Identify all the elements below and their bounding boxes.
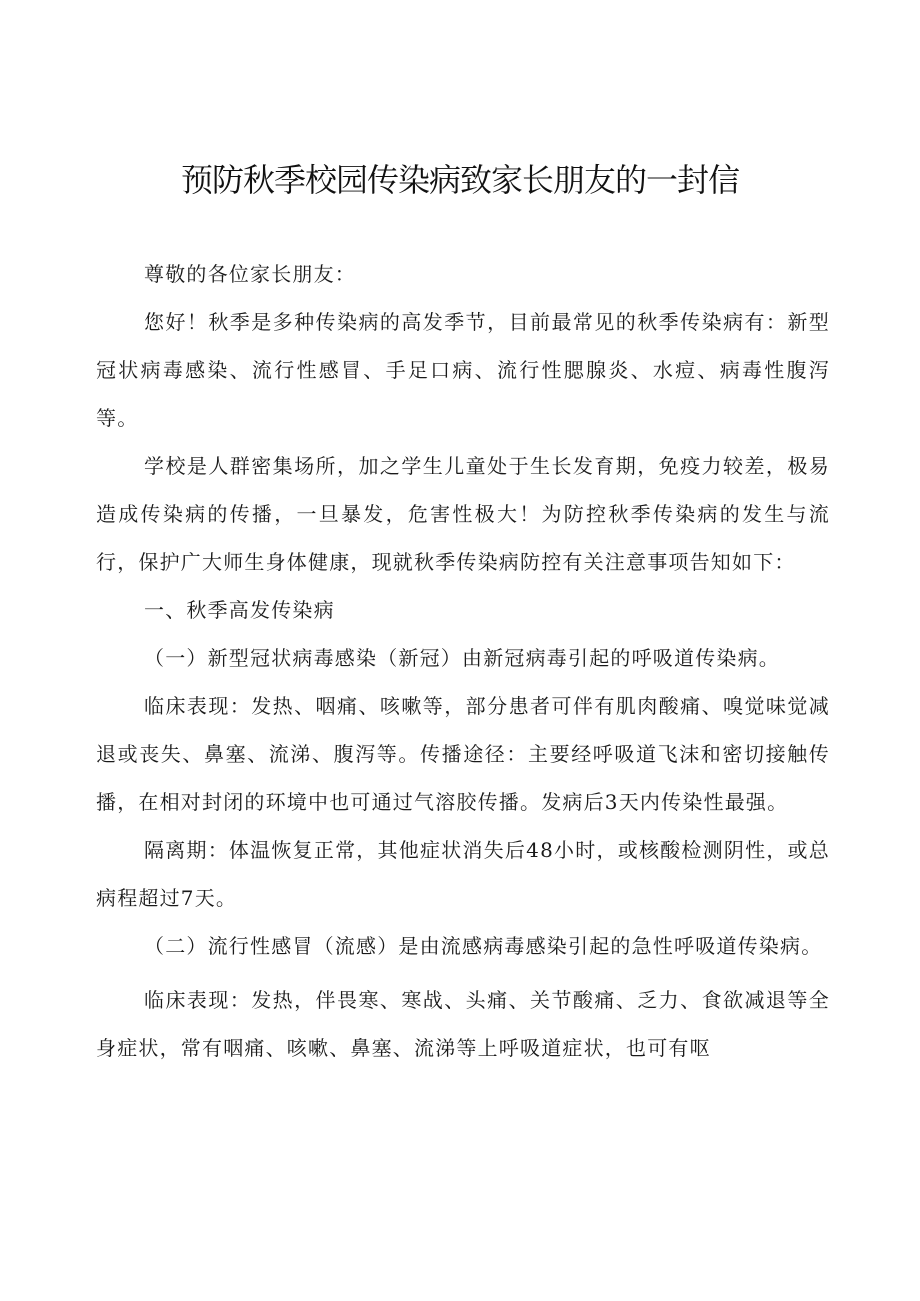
paragraph-school: 学校是人群密集场所，加之学生儿童处于生长发育期，免疫力较差，极易造成传染病的传播，一旦暴发，危害性极大！为防控秋季传染病的发生与流行，保护广大师生身体健康，现就秋季传染病防控有关注意事项告知如下： — [96, 454, 830, 574]
paragraph-intro: 您好！秋季是多种传染病的高发季节，目前最常见的秋季传染病有：新型冠状病毒感染、流行性感冒、手足口病、流行性腮腺炎、水痘、病毒性腹泻等。 — [96, 310, 830, 430]
document-body — [96, 250, 830, 1072]
salutation: 尊敬的各位家长朋友： — [144, 262, 356, 286]
subsection-flu: （二）流行性感冒（流感）是由流感病毒感染引起的急性呼吸道传染病。 — [144, 934, 823, 958]
paragraph-flu-symptoms: 临床表现：发热，伴畏寒、寒战、头痛、关节酸痛、乏力、食欲减退等全身症状，常有咽痛、咳嗽、鼻塞、流涕等上呼吸道症状，也可有呕 — [96, 988, 830, 1060]
document-title: 预防秋季校园传染病致家长朋友的一封信 — [180, 161, 739, 199]
paragraph-covid-symptoms: 临床表现：发热、咽痛、咳嗽等，部分患者可伴有肌肉酸痛、嗅觉味觉减退或丧失、鼻塞、流涕、腹泻等。传播途径：主要经呼吸道飞沫和密切接触传播，在相对封闭的环境中也可通过气溶胶传播。发病后3天内传染性最强。 — [96, 694, 830, 814]
paragraph-covid-isolation: 隔离期：体温恢复正常，其他症状消失后48小时，或核酸检测阴性，或总病程超过7天。 — [96, 838, 830, 910]
subsection-covid: （一）新型冠状病毒感染（新冠）由新冠病毒引起的呼吸道传染病。 — [144, 646, 780, 670]
section-heading-1: 一、秋季高发传染病 — [144, 598, 335, 622]
